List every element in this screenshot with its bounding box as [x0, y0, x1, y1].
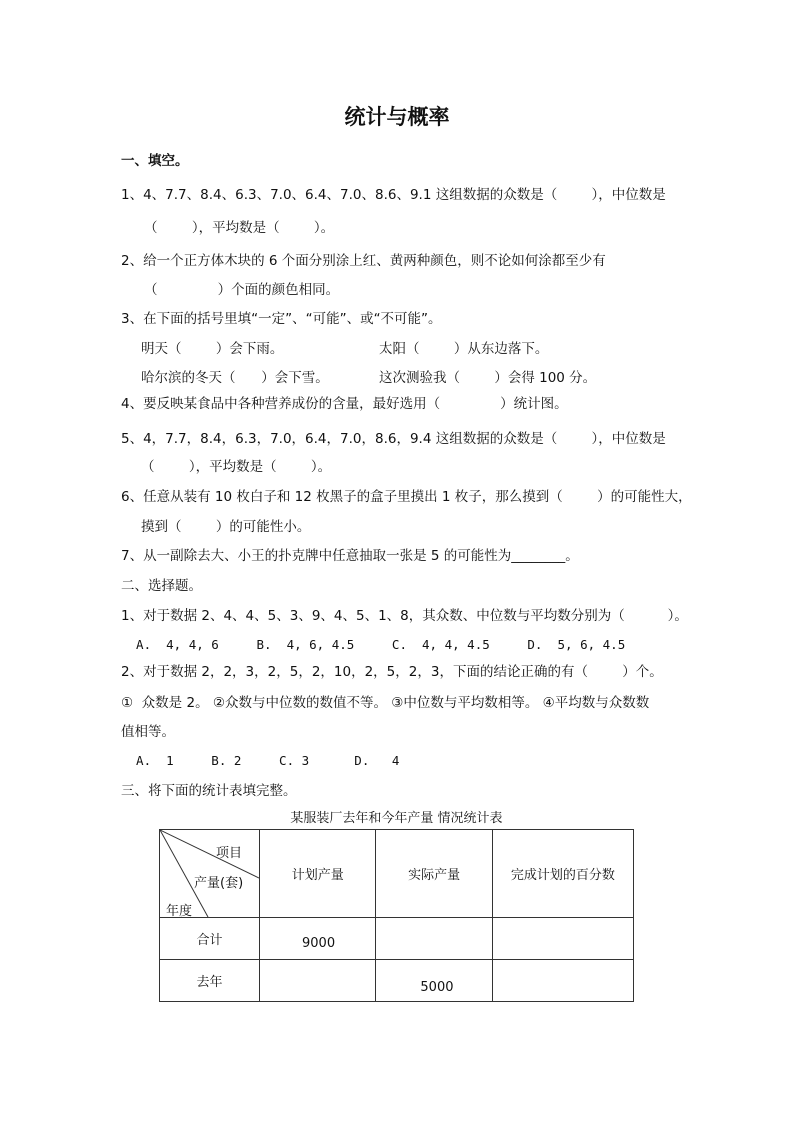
fill-q2-line1: 2、给一个正方体木块的 6 个面分别涂上红、黄两种颜色，则不论如何涂都至少有: [121, 253, 606, 269]
section-choice-heading: 二、选择题。: [121, 578, 202, 594]
fill-q3-item2: 太阳（ ）从东边落下。: [379, 341, 549, 357]
choice-q2-statements-line1: ① 众数是 2。 ②众数与中位数的数值不等。 ③中位数与平均数相等。 ④平均数与众数数: [121, 695, 650, 711]
cell-total-percent: [492, 918, 633, 960]
choice-q1-options: A. 4, 4, 6 B. 4, 6, 4.5 C. 4, 4, 4.5 D. 5, 6, 4.5: [121, 637, 626, 652]
fill-q1-line2: （ ），平均数是（ ）。: [144, 220, 335, 236]
choice-q2-options: A. 1 B. 2 C. 3 D. 4: [121, 753, 400, 768]
choice-q2-statements-line2: 值相等。: [121, 724, 175, 740]
cell-last-year-actual: 5000: [376, 960, 492, 1002]
header-item-label: 项目: [216, 846, 243, 861]
section-fill-heading: 一、填空。: [121, 153, 189, 169]
table-row: [160, 960, 634, 1002]
diagonal-header-cell: [160, 830, 260, 918]
fill-q6-line1: 6、任意从装有 10 枚白子和 12 枚黑子的盒子里摸出 1 枚子，那么摸到（ ）的可能性大，: [121, 489, 692, 505]
fill-q5-line2: （ ），平均数是（ ）。: [141, 459, 332, 475]
statistics-table: [159, 829, 634, 1002]
choice-q2: 2、对于数据 2，2，3，2，5，2，10，2，5，2，3，下面的结论正确的有（ ）个。: [121, 664, 663, 680]
header-output-label: 产量(套): [194, 876, 244, 891]
fill-q4: 4、要反映某食品中各种营养成份的含量，最好选用（ ）统计图。: [121, 396, 568, 412]
cell-total-plan: 9000: [260, 918, 376, 960]
fill-q7: 7、从一副除去大、小王的扑克牌中任意抽取一张是 5 的可能性为________。: [121, 548, 579, 564]
fill-q3-item1: 明天（ ）会下雨。: [141, 341, 284, 357]
row-label-total: 合计: [160, 918, 260, 960]
cell-last-year-percent: [492, 960, 633, 1002]
cell-total-actual: [376, 918, 492, 960]
section-table-heading: 三、将下面的统计表填完整。: [121, 783, 297, 799]
cell-last-year-plan: [260, 960, 376, 1002]
fill-q3: 3、在下面的括号里填“一定”、“可能”、或“不可能”。: [121, 311, 442, 327]
fill-q2-line2: （ ）个面的颜色相同。: [144, 282, 340, 298]
fill-q1-line1: 1、4、7.7、8.4、6.3、7.0、6.4、7.0、8.6、9.1 这组数据的众数是（ ），中位数是: [121, 187, 666, 203]
fill-q3-item4: 这次测验我（ ）会得 100 分。: [379, 370, 597, 386]
choice-q1: 1、对于数据 2、4、4、5、3、9、4、5、1、8，其众数、中位数与平均数分别为（ ）。: [121, 608, 688, 624]
page-title: 统计与概率: [344, 105, 450, 129]
column-header-percent: 完成计划的百分数: [492, 830, 633, 918]
fill-q6-line2: 摸到（ ）的可能性小。: [141, 519, 311, 535]
row-label-last-year: 去年: [160, 960, 260, 1002]
fill-q5-line1: 5、4，7.7，8.4，6.3，7.0，6.4，7.0，8.6，9.4 这组数据的众数是（ ），中位数是: [121, 431, 666, 447]
column-header-actual: 实际产量: [376, 830, 492, 918]
fill-q3-item3: 哈尔滨的冬天（ ）会下雪。: [141, 370, 329, 386]
column-header-plan: 计划产量: [260, 830, 376, 918]
table-caption: 某服装厂去年和今年产量 情况统计表: [290, 811, 503, 826]
header-year-label: 年度: [166, 904, 193, 919]
table-row: [160, 918, 634, 960]
